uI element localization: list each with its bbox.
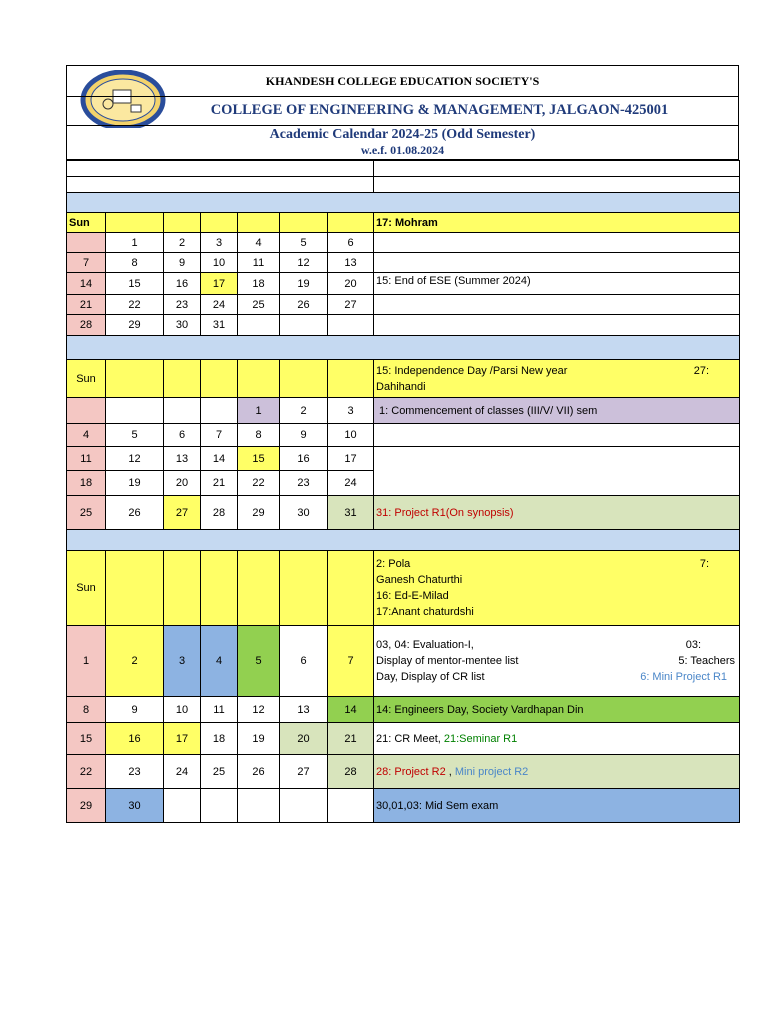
week-row (67, 424, 740, 447)
day-cell: 5 (106, 424, 164, 447)
day-cell (164, 398, 201, 424)
week-row (67, 253, 740, 273)
day-cell: 9 (106, 697, 164, 723)
event-cell (374, 723, 740, 755)
day-cell: 30 (106, 789, 164, 823)
week-row (67, 697, 740, 723)
holiday-text: Ganesh Chaturthi (376, 574, 463, 586)
day-cell: 26 (280, 295, 328, 315)
day-cell: 23 (280, 471, 328, 496)
holiday-text: Dahihandi (376, 380, 426, 393)
holiday-text: 16: Ed-E-Milad (376, 590, 449, 602)
day-cell: 10 (164, 697, 201, 723)
day-cell: 20 (164, 471, 201, 496)
day-cell: 20 (328, 273, 374, 295)
event-text: Display of mentor-mentee list (376, 655, 519, 667)
week-row (67, 626, 740, 697)
holiday-text: 15: Independence Day /Parsi New year (376, 364, 568, 377)
weekday-row-august (67, 360, 740, 398)
event-cell (374, 424, 740, 447)
day-cell: 11 (67, 447, 106, 471)
day-cell: 4 (201, 626, 238, 697)
day-cell: 1 (238, 398, 280, 424)
day-cell: 5 (280, 233, 328, 253)
day-cell: 19 (280, 273, 328, 295)
sunday-label: Sun (67, 551, 106, 626)
day-cell: 21 (328, 723, 374, 755)
day-cell: 28 (67, 315, 106, 336)
day-cell: 16 (106, 723, 164, 755)
day-cell: 9 (164, 253, 201, 273)
day-cell: 2 (106, 626, 164, 697)
day-cell: 19 (106, 471, 164, 496)
event-text: 5: Teachers (678, 655, 736, 667)
day-cell: 4 (238, 233, 280, 253)
day-cell: 6 (164, 424, 201, 447)
event-text: 21: CR Meet, (376, 732, 444, 745)
day-cell: 13 (280, 697, 328, 723)
day-cell: 27 (280, 755, 328, 789)
day-cell: 31 (201, 315, 238, 336)
day-cell: 1 (106, 233, 164, 253)
day-cell: 1 (67, 626, 106, 697)
day-cell (164, 789, 201, 823)
day-cell: 8 (238, 424, 280, 447)
day-cell: 6 (280, 626, 328, 697)
day-cell: 18 (201, 723, 238, 755)
day-cell: 28 (328, 755, 374, 789)
month-band-september (67, 530, 740, 551)
event-separator: , (445, 765, 455, 778)
blank-row (67, 177, 740, 193)
day-cell: 23 (164, 295, 201, 315)
academic-calendar-sheet (66, 65, 739, 823)
society-name: KHANDESH COLLEGE EDUCATION SOCIETY'S (265, 73, 540, 88)
event-cell (374, 447, 740, 471)
day-cell: 29 (106, 315, 164, 336)
day-cell (238, 789, 280, 823)
holiday-text: 2: Pola (376, 558, 411, 570)
day-cell: 17 (328, 447, 374, 471)
sunday-label: Sun (67, 213, 106, 233)
day-cell: 13 (328, 253, 374, 273)
holiday-text: 7: (699, 558, 710, 570)
event-cell (374, 471, 740, 496)
weekday-row-july (67, 213, 740, 233)
day-cell: 30 (164, 315, 201, 336)
holiday-event (374, 360, 740, 398)
day-cell: 29 (238, 496, 280, 530)
event-text: 6: Mini Project R1 (640, 671, 728, 683)
event-cell: 14: Engineers Day, Society Vardhapan Din (374, 697, 740, 723)
day-cell: 15 (238, 447, 280, 471)
day-cell (328, 315, 374, 336)
week-row (67, 273, 740, 295)
day-cell: 25 (238, 295, 280, 315)
day-cell: 17 (201, 273, 238, 295)
day-cell (201, 789, 238, 823)
calendar-title: Academic Calendar 2024-25 (Odd Semester) (269, 127, 536, 142)
event-cell (374, 295, 740, 315)
day-cell: 31 (328, 496, 374, 530)
day-cell: 24 (164, 755, 201, 789)
event-text: 21:Seminar R1 (443, 732, 518, 745)
day-cell (67, 398, 106, 424)
week-row (67, 471, 740, 496)
week-row (67, 233, 740, 253)
day-cell: 10 (201, 253, 238, 273)
event-cell: 1: Commencement of classes (III/V/ VII) sem (374, 398, 740, 424)
day-cell (328, 789, 374, 823)
blank-row (67, 161, 740, 177)
day-cell: 28 (201, 496, 238, 530)
day-cell: 18 (238, 273, 280, 295)
day-cell: 2 (280, 398, 328, 424)
day-cell: 3 (164, 626, 201, 697)
event-cell (374, 755, 740, 789)
effective-date: w.e.f. 01.08.2024 (360, 143, 445, 157)
month-band-august (67, 336, 740, 360)
day-cell: 18 (67, 471, 106, 496)
event-cell: 31: Project R1(On synopsis) (374, 496, 740, 530)
day-cell: 26 (106, 496, 164, 530)
day-cell: 15 (67, 723, 106, 755)
day-cell: 12 (280, 253, 328, 273)
event-cell (374, 315, 740, 336)
day-cell: 3 (328, 398, 374, 424)
event-cell (374, 253, 740, 273)
day-cell: 6 (328, 233, 374, 253)
day-cell: 16 (280, 447, 328, 471)
event-text: Mini project R2 (454, 765, 529, 778)
event-text: 03: (685, 639, 702, 651)
holiday-text: 27: (693, 364, 710, 377)
day-cell: 8 (106, 253, 164, 273)
day-cell (280, 789, 328, 823)
day-cell: 3 (201, 233, 238, 253)
college-name: COLLEGE OF ENGINEERING & MANAGEMENT, JALGAON-425001 (210, 102, 669, 118)
week-row (67, 315, 740, 336)
day-cell (201, 398, 238, 424)
day-cell: 12 (106, 447, 164, 471)
day-cell: 11 (238, 253, 280, 273)
day-cell: 13 (164, 447, 201, 471)
event-text: Day, Display of CR list (376, 671, 485, 683)
weekday-row-september (67, 551, 740, 626)
day-cell: 17 (164, 723, 201, 755)
event-text: 03, 04: Evaluation-I, (376, 639, 474, 651)
day-cell: 21 (201, 471, 238, 496)
day-cell: 10 (328, 424, 374, 447)
day-cell: 24 (328, 471, 374, 496)
day-cell: 7 (201, 424, 238, 447)
day-cell: 22 (106, 295, 164, 315)
day-cell: 14 (328, 697, 374, 723)
day-cell (280, 315, 328, 336)
day-cell: 30 (280, 496, 328, 530)
calendar-table (66, 160, 740, 823)
event-cell: 15: End of ESE (Summer 2024) (374, 273, 740, 295)
week-row (67, 295, 740, 315)
day-cell: 14 (67, 273, 106, 295)
holiday-text: 17:Anant chaturdshi (376, 606, 474, 618)
day-cell: 4 (67, 424, 106, 447)
day-cell: 8 (67, 697, 106, 723)
event-cell: 30,01,03: Mid Sem exam (374, 789, 740, 823)
sunday-label: Sun (67, 360, 106, 398)
week-row (67, 789, 740, 823)
month-band-july (67, 193, 740, 213)
week-row (67, 447, 740, 471)
holiday-event: 17: Mohram (374, 213, 740, 233)
day-cell (238, 315, 280, 336)
day-cell (106, 398, 164, 424)
week-row (67, 398, 740, 424)
day-cell: 2 (164, 233, 201, 253)
day-cell: 29 (67, 789, 106, 823)
week-row (67, 755, 740, 789)
day-cell: 26 (238, 755, 280, 789)
day-cell: 27 (164, 496, 201, 530)
day-cell: 14 (201, 447, 238, 471)
week-row (67, 723, 740, 755)
day-cell: 15 (106, 273, 164, 295)
holiday-event (374, 551, 740, 626)
day-cell: 22 (67, 755, 106, 789)
day-cell: 27 (328, 295, 374, 315)
day-cell: 20 (280, 723, 328, 755)
day-cell: 5 (238, 626, 280, 697)
day-cell: 12 (238, 697, 280, 723)
day-cell: 11 (201, 697, 238, 723)
day-cell: 23 (106, 755, 164, 789)
day-cell: 22 (238, 471, 280, 496)
day-cell: 7 (67, 253, 106, 273)
day-cell: 16 (164, 273, 201, 295)
day-cell: 25 (201, 755, 238, 789)
day-cell: 9 (280, 424, 328, 447)
calendar-header (66, 65, 739, 160)
day-cell: 19 (238, 723, 280, 755)
week-row (67, 496, 740, 530)
day-cell: 21 (67, 295, 106, 315)
day-cell: 7 (328, 626, 374, 697)
day-cell (67, 233, 106, 253)
day-cell: 24 (201, 295, 238, 315)
event-cell (374, 626, 740, 697)
event-text: 28: Project R2 (376, 765, 446, 778)
day-cell: 25 (67, 496, 106, 530)
event-cell (374, 233, 740, 253)
